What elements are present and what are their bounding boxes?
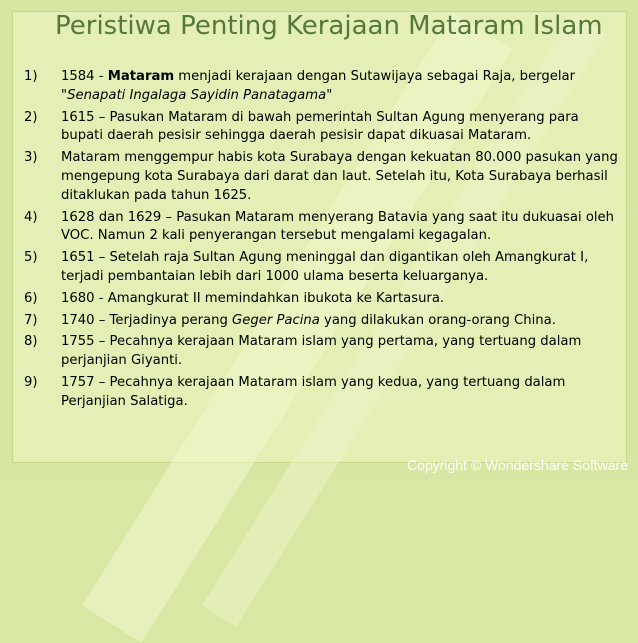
list-item-text: Senapati Ingalaga Sayidin Panatagama: [67, 87, 327, 103]
slide-title: Peristiwa Penting Kerajaan Mataram Islam: [55, 11, 603, 41]
list-item-text: 1755 – Pecahnya kerajaan Mataram islam yang pertama, yang tertuang dalam perjanjian Giyanti.: [61, 334, 582, 369]
list-item-text: Mataram: [107, 69, 175, 84]
list-item-number: 6): [24, 290, 38, 306]
events-list: [24, 68, 624, 415]
list-item-number: 7): [24, 312, 38, 328]
list-item-text: 1757 – Pecahnya kerajaan Mataram islam yang kedua, yang tertuang dalam Perjanjian Salatiga.: [61, 374, 566, 409]
list-item-text: 1584 -: [61, 69, 108, 84]
list-item-text: 1628 dan 1629 – Pasukan Mataram menyerang Batavia yang saat itu dukuasai oleh VOC. Namun 2 kali penyerangan tersebut mengalami kegagalan.: [61, 209, 615, 244]
list-item: [24, 374, 624, 412]
list-item-text: ": [326, 87, 333, 103]
list-item: [24, 209, 624, 247]
list-item: [24, 109, 624, 147]
list-item: [24, 68, 624, 106]
list-item-number: 5): [24, 250, 38, 266]
list-item-text: Mataram menggempur habis kota Surabaya dengan kekuatan 80.000 pasukan yang mengepung kota Surabaya dari darat dan laut. Setelah itu, Kota Surabaya berhasil ditaklukan pada tahun 1625.: [61, 150, 618, 203]
list-item-text: 1680 - Amangkurat II memindahkan ibukota ke Kartasura.: [61, 290, 445, 306]
list-item-number: 8): [24, 334, 38, 350]
list-item-text: 1651 – Setelah raja Sultan Agung meninggal dan digantikan oleh Amangkurat I, terjadi pembantaian lebih dari 1000 ulama beserta keluarganya.: [61, 250, 589, 284]
list-item: [24, 333, 624, 371]
list-item: [24, 290, 624, 309]
list-item-text: menjadi kerajaan dengan Sutawijaya sebagai Raja, bergelar ": [61, 69, 575, 103]
list-item-number: 4): [24, 209, 38, 225]
list-item-number: 2): [24, 109, 38, 125]
list-item-text: Geger Pacina: [232, 312, 320, 328]
list-item-number: 3): [24, 150, 38, 166]
list-item: [24, 312, 624, 331]
list-item-number: 1): [24, 69, 38, 84]
list-item-text: 1615 – Pasukan Mataram di bawah pemerintah Sultan Agung menyerang para bupati daerah pesisir sehingga daerah pesisir dapat dikuasai Mataram.: [61, 109, 579, 144]
list-item: [24, 249, 624, 287]
list-item-number: 9): [24, 374, 38, 390]
list-item: [24, 149, 624, 205]
list-item-text: yang dilakukan orang-orang China.: [319, 312, 556, 328]
copyright-footer: Copyright © Wondershare Software: [407, 457, 628, 473]
list-item-text: 1740 – Terjadinya perang: [61, 312, 233, 328]
